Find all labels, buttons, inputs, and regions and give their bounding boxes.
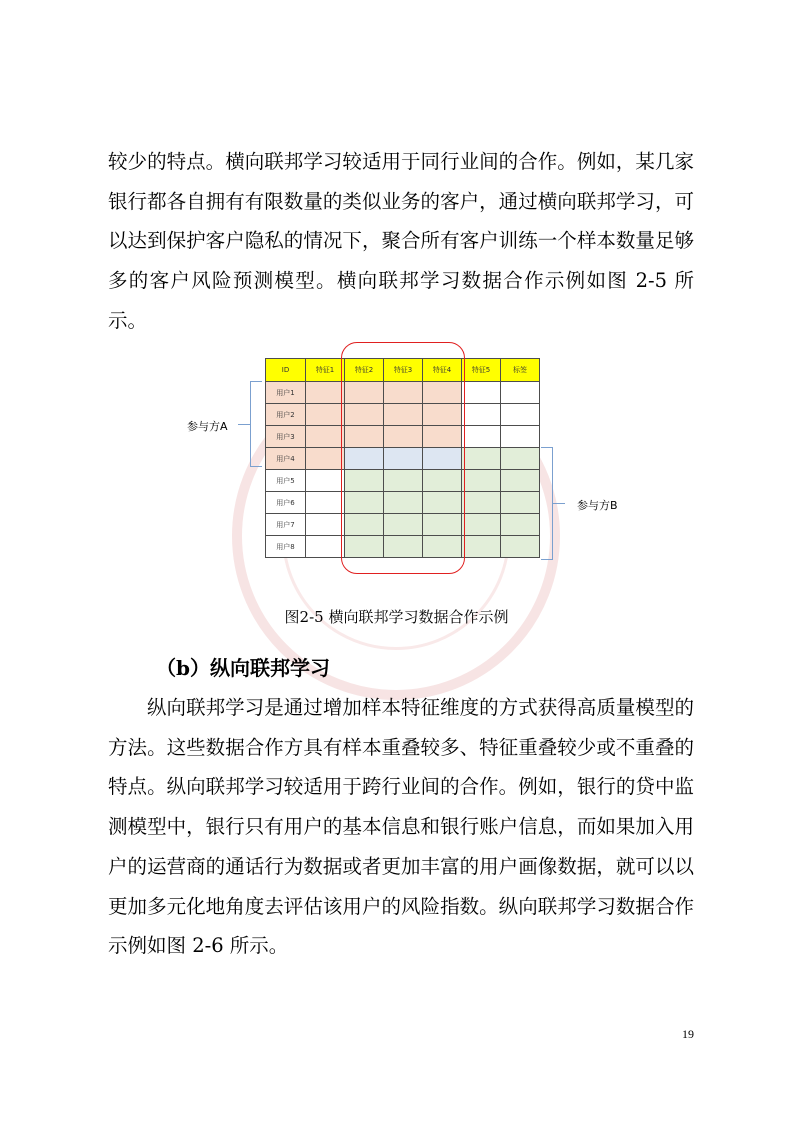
table-row-id: 用户6 <box>266 492 306 514</box>
body-paragraph-1: 较少的特点。横向联邦学习较适用于同行业间的合作。例如，某几家银行都各自拥有有限数量的类似业务的客户，通过横向联邦学习，可以达到保护客户隐私的情况下，聚合所有客户训练一个样本数量足够多的客户风险预测模型。横向联邦学习数据合作示例如图 2-5 所示。 <box>108 150 694 332</box>
page-number: 19 <box>682 1027 694 1041</box>
table-header-cell: 特征3 <box>384 359 423 382</box>
table-cell <box>501 492 540 514</box>
party-b-bracket <box>541 447 553 560</box>
table-row-id: 用户5 <box>266 470 306 492</box>
table-cell <box>462 404 501 426</box>
party-a-label: 参与方A <box>187 420 228 433</box>
table-cell <box>501 426 540 448</box>
table-cell <box>462 514 501 536</box>
table-row-id: 用户1 <box>266 382 306 404</box>
table-cell <box>306 470 345 492</box>
figure-caption: 图2-5 横向联邦学习数据合作示例 <box>284 608 509 626</box>
shared-features-highlight <box>341 342 465 574</box>
table-row-id: 用户3 <box>266 426 306 448</box>
table-header-cell: ID <box>266 359 306 382</box>
section-heading: （b）纵向联邦学习 <box>156 656 330 680</box>
table-cell <box>306 448 345 470</box>
table-header-cell: 特征2 <box>345 359 384 382</box>
table-row-id: 用户4 <box>266 448 306 470</box>
party-a-bracket <box>250 381 262 467</box>
table-cell <box>306 536 345 558</box>
table-row-id: 用户8 <box>266 536 306 558</box>
party-b-bracket-tick <box>553 503 565 504</box>
table-cell <box>462 426 501 448</box>
party-a-bracket-tick <box>238 424 250 425</box>
table-cell <box>462 470 501 492</box>
table-header-cell: 特征1 <box>306 359 345 382</box>
table-cell <box>306 492 345 514</box>
table-cell <box>501 470 540 492</box>
table-cell <box>501 404 540 426</box>
table-cell <box>306 514 345 536</box>
table-cell <box>501 448 540 470</box>
table-cell <box>462 536 501 558</box>
party-b-label: 参与方B <box>577 499 618 512</box>
table-row-id: 用户2 <box>266 404 306 426</box>
table-cell <box>462 492 501 514</box>
table-cell <box>501 536 540 558</box>
table-cell <box>306 404 345 426</box>
table-row-id: 用户7 <box>266 514 306 536</box>
table-header-cell: 特征4 <box>423 359 462 382</box>
table-cell <box>306 382 345 404</box>
body-paragraph-2: 纵向联邦学习是通过增加样本特征维度的方式获得高质量模型的方法。这些数据合作方具有样本重叠较多、特征重叠较少或不重叠的特点。纵向联邦学习较适用于跨行业间的合作。例如，银行的贷中监测模型中，银行只有用户的基本信息和银行账户信息，而如果加入用户的运营商的通话行为数据或者更加丰富的用户画像数据，就可以以更加多元化地角度去评估该用户的风险指数。纵向联邦学习数据合作示例如图 2-6 所示。 <box>108 696 694 958</box>
table-header-cell: 特征5 <box>462 359 501 382</box>
table-cell <box>462 382 501 404</box>
table-header-cell: 标签 <box>501 359 540 382</box>
table-cell <box>306 426 345 448</box>
table-cell <box>501 382 540 404</box>
table-cell <box>501 514 540 536</box>
table-cell <box>462 448 501 470</box>
